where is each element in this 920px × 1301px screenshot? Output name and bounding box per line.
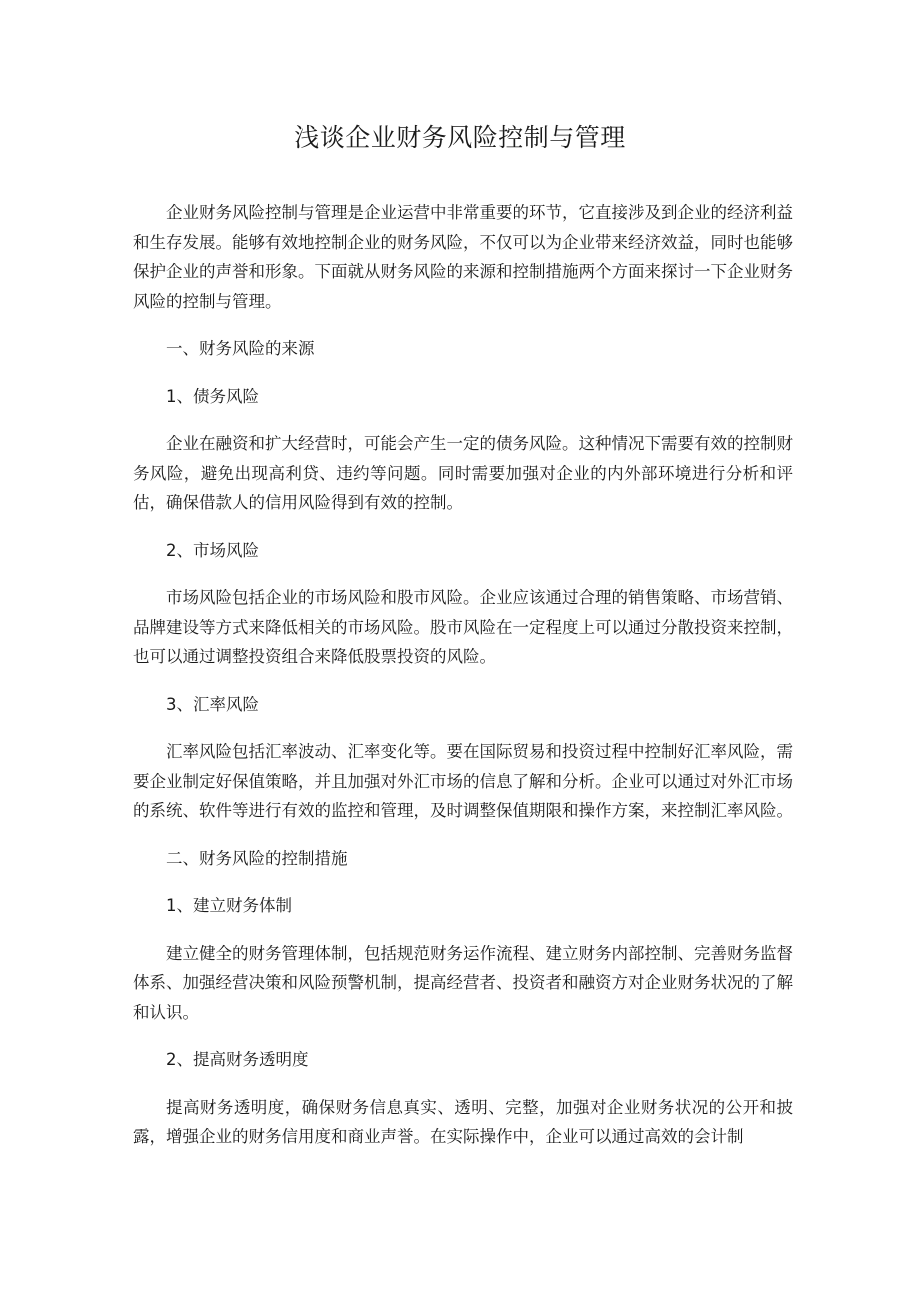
subheading-financial-system: 1、建立财务体制 bbox=[166, 896, 292, 915]
document-body bbox=[133, 198, 793, 1170]
subheading-market-risk: 2、市场风险 bbox=[166, 540, 259, 560]
subheading-debt-risk: 1、债务风险 bbox=[166, 386, 259, 406]
paragraph-transparency: 提高财务透明度，确保财务信息真实、透明、完整，加强对企业财务状况的公开和披露，增强企业的财务信用度和商业声誉。在实际操作中，企业可以通过高效的会计制 bbox=[133, 1097, 793, 1146]
intro-paragraph: 企业财务风险控制与管理是企业运营中非常重要的环节，它直接涉及到企业的经济利益和生存发展。能够有效地控制企业的财务风险，不仅可以为企业带来经济效益，同时也能够保护企业的声誉和形象。下面就从财务风险的来源和控制措施两个方面来探讨一下企业财务风险的控制与管理。 bbox=[133, 203, 793, 311]
paragraph-market-risk: 市场风险包括企业的市场风险和股市风险。企业应该通过合理的销售策略、市场营销、品牌建设等方式来降低相关的市场风险。股市风险在一定程度上可以通过分散投资来控制，也可以通过调整投资组合来降低股票投资的风险。 bbox=[133, 588, 793, 666]
section-heading-measures: 二、财务风险的控制措施 bbox=[166, 848, 348, 868]
paragraph-debt-risk: 企业在融资和扩大经营时，可能会产生一定的债务风险。这种情况下需要有效的控制财务风险，避免出现高利贷、违约等问题。同时需要加强对企业的内外部环境进行分析和评估，确保借款人的信用风险得到有效的控制。 bbox=[133, 434, 793, 512]
paragraph-financial-system: 建立健全的财务管理体制，包括规范财务运作流程、建立财务内部控制、完善财务监督体系、加强经营决策和风险预警机制，提高经营者、投资者和融资方对企业财务状况的了解和认识。 bbox=[133, 943, 793, 1022]
subheading-exchange-risk: 3、汇率风险 bbox=[166, 694, 259, 714]
subheading-transparency: 2、提高财务透明度 bbox=[166, 1050, 309, 1069]
document-title: 浅谈企业财务风险控制与管理 bbox=[294, 123, 626, 152]
section-heading-sources: 一、财务风险的来源 bbox=[166, 339, 315, 358]
paragraph-exchange-risk: 汇率风险包括汇率波动、汇率变化等。要在国际贸易和投资过程中控制好汇率风险，需要企业制定好保值策略，并且加强对外汇市场的信息了解和分析。企业可以通过对外汇市场的系统、软件等进行有效的监控和管理，及时调整保值期限和操作方案，来控制汇率风险。 bbox=[133, 742, 793, 820]
